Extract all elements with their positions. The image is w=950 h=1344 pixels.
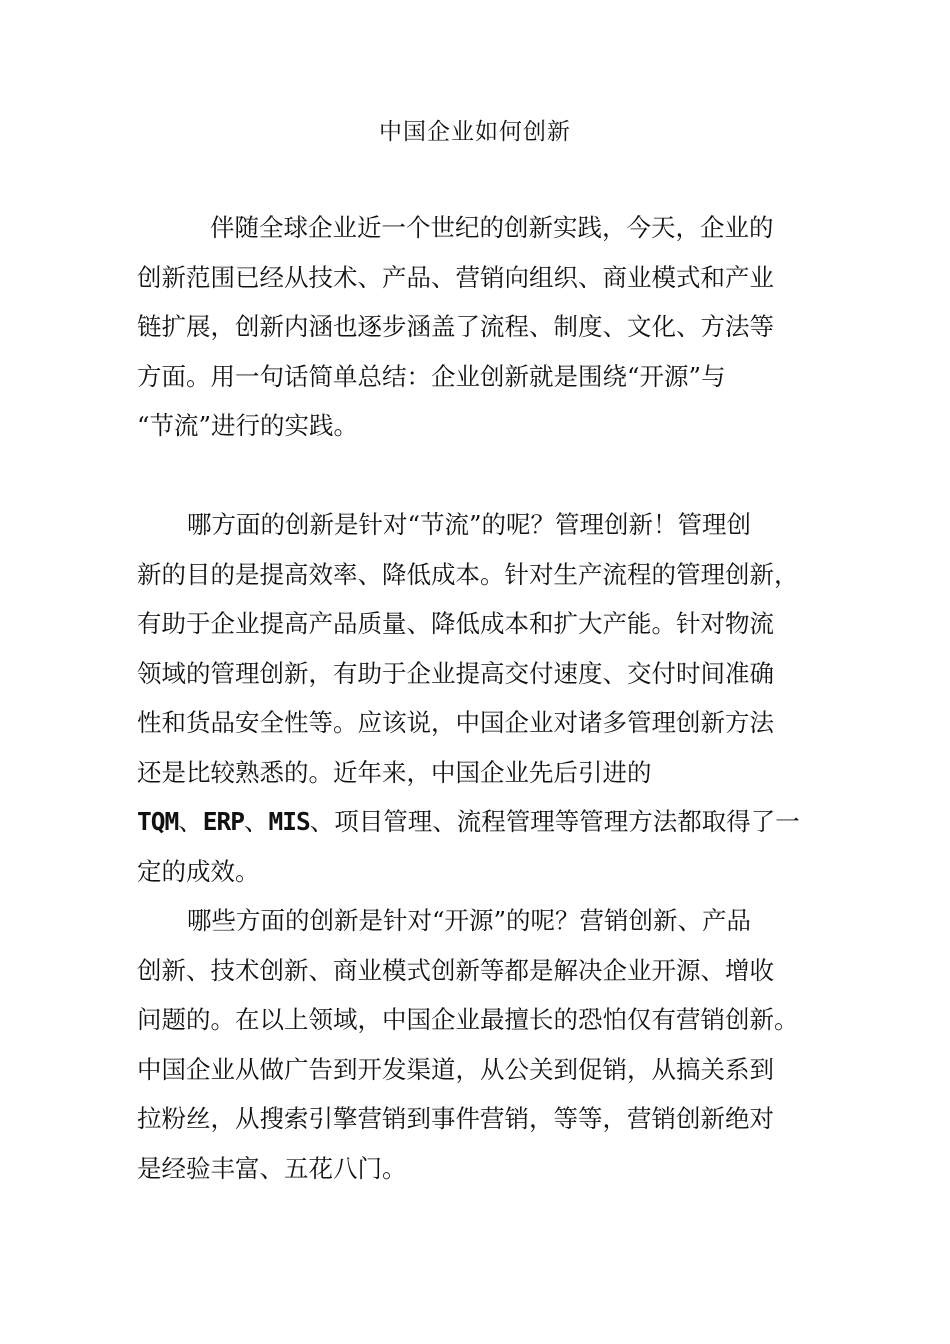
- paragraph-3-line-4: 中国企业从做广告到开发渠道，从公关到促销，从搞关系到: [137, 1054, 774, 1084]
- paragraph-3-line-6: 是经验丰富、五花八门。: [137, 1153, 407, 1183]
- paragraph-3: [137, 896, 817, 1193]
- paragraph-2-line-5: 性和货品安全性等。应该说，中国企业对诸多管理创新方法: [137, 708, 774, 737]
- paragraph-2-line-3: 有助于企业提高产品质量、降低成本和扩大产能。针对物流: [137, 609, 774, 638]
- acronym-tqm: TQM: [137, 807, 179, 836]
- paragraph-2-line-2: 新的目的是提高效率、降低成本。针对生产流程的管理创新，: [137, 559, 799, 589]
- acronym-line-rest: 、项目管理、流程管理等管理方法都取得了一: [309, 807, 800, 836]
- paragraph-2-line-8: 定的成效。: [137, 856, 260, 886]
- paragraph-1-line-4: 方面。用一句话简单总结：企业创新就是围绕“开源”与: [137, 361, 726, 391]
- acronym-mis: MIS: [268, 807, 310, 836]
- paragraph-3-line-1: 哪些方面的创新是针对“开源”的呢？营销创新、产品: [187, 906, 752, 935]
- document-title: 中国企业如何创新: [379, 119, 571, 145]
- paragraph-1-line-5: “节流”进行的实践。: [137, 411, 359, 440]
- paragraph-1-line-3: 链扩展，创新内涵也逐步涵盖了流程、制度、文化、方法等: [137, 312, 774, 341]
- paragraph-2-line-4: 领域的管理创新，有助于企业提高交付速度、交付时间准确: [137, 658, 774, 688]
- paragraph-2-line-1: 哪方面的创新是针对“节流”的呢？管理创新！管理创: [187, 510, 752, 539]
- paragraph-3-line-5: 拉粉丝，从搜索引擎营销到事件营销，等等，营销创新绝对: [137, 1104, 774, 1133]
- paragraph-1-line-1: 伴随全球企业近一个世纪的创新实践，今天，企业的: [210, 213, 774, 242]
- paragraph-1-line-2: 创新范围已经从技术、产品、营销向组织、商业模式和产业: [137, 262, 774, 292]
- acronym-separator: 、: [244, 807, 269, 836]
- paragraph-2-acronym-line: [137, 797, 817, 847]
- paragraph-1: [137, 203, 817, 451]
- acronym-separator: 、: [178, 807, 203, 836]
- acronym-erp: ERP: [202, 807, 245, 836]
- paragraph-3-line-2: 创新、技术创新、商业模式创新等都是解决企业开源、增收: [137, 955, 774, 985]
- paragraph-2: [137, 500, 817, 896]
- paragraph-2-line-6: 还是比较熟悉的。近年来，中国企业先后引进的: [137, 757, 652, 787]
- paragraph-3-line-3: 问题的。在以上领域，中国企业最擅长的恐怕仅有营销创新。: [137, 1005, 799, 1034]
